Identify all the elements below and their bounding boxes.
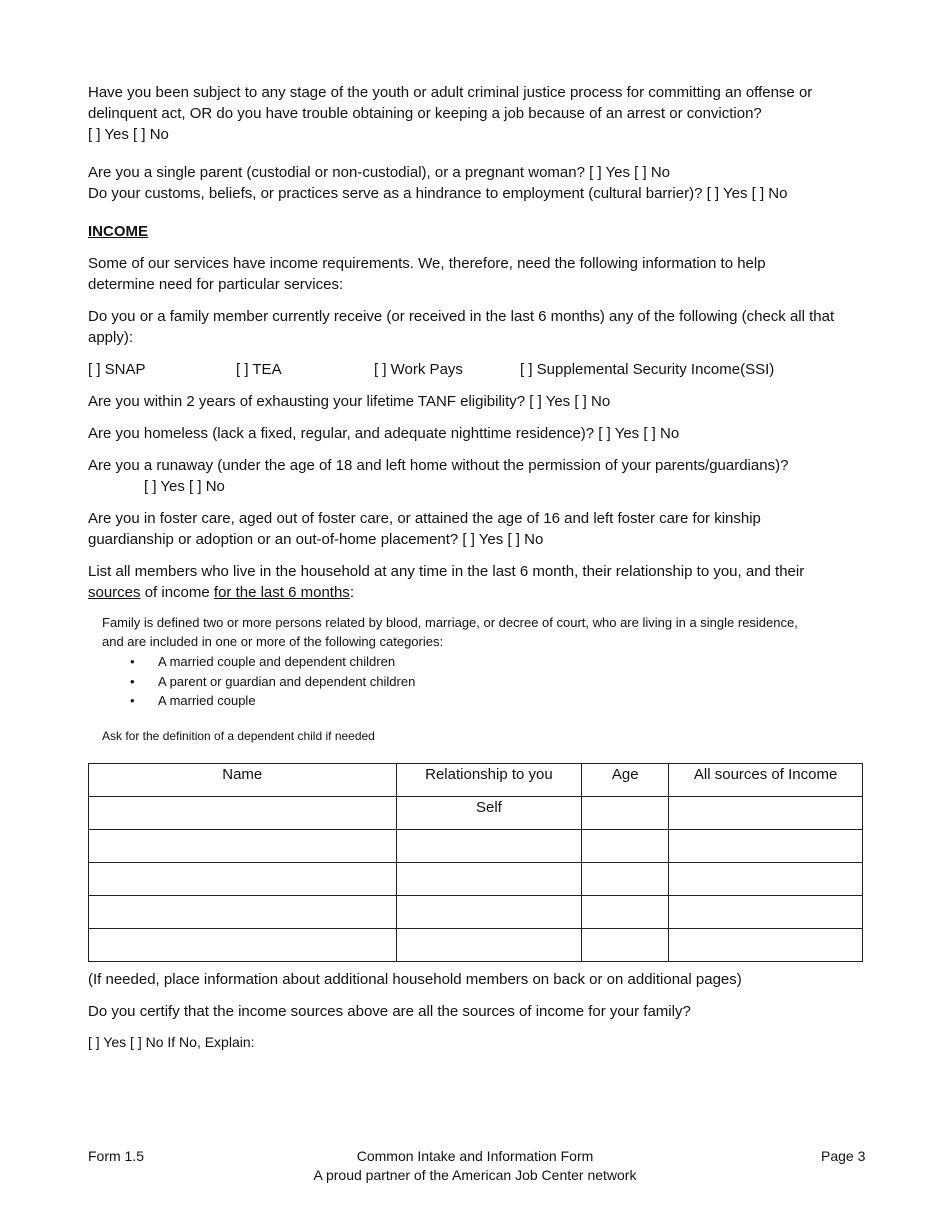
name-cell[interactable] [89,863,397,896]
runaway-question [88,455,858,497]
name-cell[interactable] [89,896,397,929]
income-cell[interactable] [669,830,863,863]
income-cell[interactable] [669,929,863,962]
income-sources-column-header: All sources of Income [669,764,863,797]
family-categories-list [102,652,415,711]
sources-underlined: sources [88,584,141,601]
relationship-cell[interactable]: Self [396,797,582,830]
certify-question-line: Do you certify that the income sources above are all the sources of income for your family? [88,1003,691,1020]
single-parent-question [88,162,858,204]
benefits-question [88,306,858,348]
income-cell[interactable] [669,896,863,929]
household-instructions [88,561,858,603]
table-row [89,797,863,830]
relationship-cell[interactable] [396,863,582,896]
name-cell[interactable] [89,929,397,962]
page-number: Page 3 [821,1148,866,1164]
colon-text: : [349,584,354,601]
table-row [89,929,863,962]
cultural-barrier-line[interactable]: Do your customs, beliefs, or practices serve as a hindrance to employment (cultural barrier)? [ ] Yes [ ] No [88,185,788,202]
foster-line-2[interactable]: guardianship or adoption or an out-of-home placement? [ ] Yes [ ] No [88,531,544,548]
homeless-line[interactable]: Are you homeless (lack a fixed, regular, and adequate nighttime residence)? [ ] Yes [ ] No [88,425,680,442]
footer-title-block [250,1147,700,1185]
age-cell[interactable] [582,830,669,863]
benefits-checkbox-row [88,359,858,380]
age-cell[interactable] [582,863,669,896]
certify-yes-no-explain[interactable]: [ ] Yes [ ] No If No, Explain: [88,1034,255,1050]
family-definition-line-2: and are included in one or more of the following categories: [102,634,444,649]
of-income-text: of income [140,584,214,601]
family-definition [102,613,872,651]
name-cell[interactable] [89,797,397,830]
criminal-question-line-1: Have you been subject to any stage of the youth or adult criminal justice process for committing an offense or [88,84,813,101]
table-header-row [89,764,863,797]
work-pays-checkbox[interactable]: [ ] Work Pays [374,361,463,378]
list-item: • A married couple [102,691,415,711]
certify-answer [88,1032,858,1053]
income-heading: INCOME [88,223,148,240]
table-row [89,830,863,863]
household-line-1: List all members who live in the household at any time in the last 6 month, their relationship to you, and their [88,563,805,580]
family-definition-line-1: Family is defined two or more persons related by blood, marriage, or decree of court, who are living in a single residence, [102,615,798,630]
criminal-question-line-2: delinquent act, OR do you have trouble obtaining or keeping a job because of an arrest or conviction? [88,105,762,122]
additional-members-line: (If needed, place information about additional household members on back or on additional pages) [88,971,742,988]
tanf-question [88,391,858,412]
footer-tagline: A proud partner of the American Job Center network [313,1167,637,1183]
runaway-yes-no-checkboxes[interactable]: [ ] Yes [ ] No [144,478,225,495]
footer-form-title: Common Intake and Information Form [356,1148,594,1164]
criminal-yes-no-checkboxes[interactable]: [ ] Yes [ ] No [88,126,169,143]
ssi-checkbox[interactable]: [ ] Supplemental Security Income(SSI) [520,361,775,378]
single-parent-line[interactable]: Are you a single parent (custodial or non-custodial), or a pregnant woman? [ ] Yes [ ] No [88,164,670,181]
relationship-cell[interactable] [396,896,582,929]
tea-checkbox[interactable]: [ ] TEA [236,361,282,378]
income-cell[interactable] [669,797,863,830]
table-row [89,896,863,929]
runaway-line-1: Are you a runaway (under the age of 18 and left home without the permission of your parents/guardians)? [88,457,789,474]
last-6-months-underlined: for the last 6 months [213,584,350,601]
certify-question [88,1001,858,1022]
criminal-justice-question [88,82,858,145]
name-cell[interactable] [89,830,397,863]
foster-line-1: Are you in foster care, aged out of foster care, or attained the age of 16 and left foster care for kinship [88,510,761,527]
benefits-question-line-2: apply): [88,329,134,346]
age-column-header: Age [582,764,669,797]
age-cell[interactable] [582,929,669,962]
table-row [89,863,863,896]
income-intro-line-1: Some of our services have income requirements. We, therefore, need the following information to help [88,255,766,272]
list-item: • A married couple and dependent children [102,652,415,672]
age-cell[interactable] [582,896,669,929]
relationship-column-header: Relationship to you [396,764,582,797]
income-intro [88,253,858,295]
additional-members-note [88,969,858,990]
income-cell[interactable] [669,863,863,896]
benefits-question-line-1: Do you or a family member currently receive (or received in the last 6 months) any of the following (check all that [88,308,835,325]
household-line-2 [88,582,858,603]
relationship-cell[interactable] [396,830,582,863]
income-intro-line-2: determine need for particular services: [88,276,344,293]
tanf-line[interactable]: Are you within 2 years of exhausting your lifetime TANF eligibility? [ ] Yes [ ] No [88,393,611,410]
age-cell[interactable] [582,797,669,830]
household-members-table [88,763,863,962]
name-column-header: Name [89,764,397,797]
list-item: • A parent or guardian and dependent children [102,672,415,692]
relationship-cell[interactable] [396,929,582,962]
form-number: Form 1.5 [88,1148,145,1164]
snap-checkbox[interactable]: [ ] SNAP [88,361,146,378]
foster-care-question [88,508,858,550]
dependent-child-note: Ask for the definition of a dependent child if needed [102,729,375,743]
homeless-question [88,423,858,444]
